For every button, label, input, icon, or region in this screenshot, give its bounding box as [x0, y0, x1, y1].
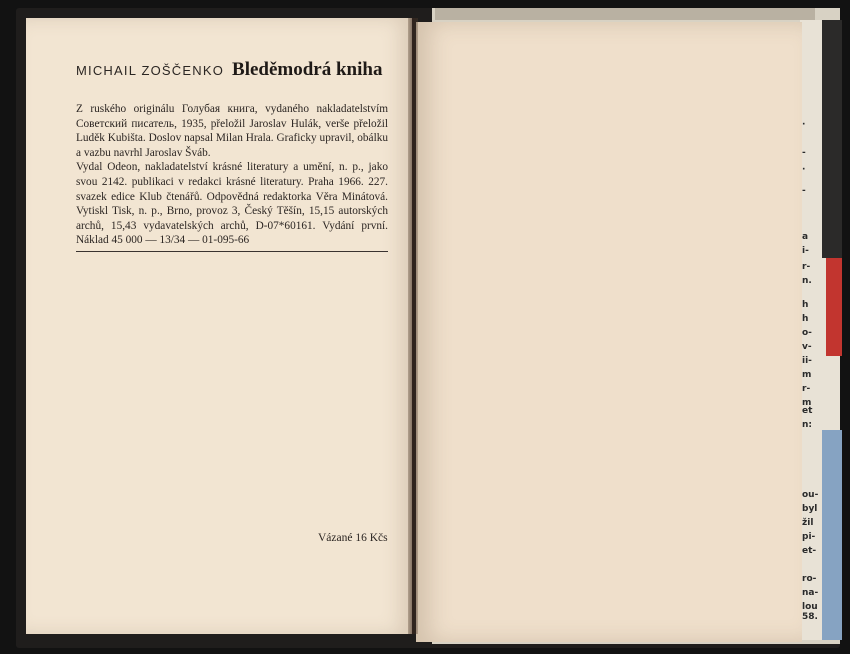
flap-top-edge	[435, 8, 815, 20]
flap-letter: ii-	[802, 356, 812, 366]
page-header	[76, 59, 382, 81]
author-name: MICHAIL ZOŠČENKO	[76, 63, 225, 78]
flap-red-band	[826, 258, 842, 356]
book-title: Bleděmodrá kniha	[232, 59, 383, 80]
flap-letter: lou	[802, 602, 818, 612]
flap-letter: o-	[802, 328, 812, 338]
flap-letter: r-	[802, 262, 811, 272]
flap-letter: h	[802, 314, 809, 324]
flap-letter: m	[802, 398, 812, 408]
flap-letter: ro-	[802, 574, 817, 584]
divider-rule	[76, 251, 388, 252]
flap-letter: -	[802, 186, 806, 196]
imprint-paragraph-1: Z ruského originálu Голубая книга, vydaného nakladatelstvím Советский писатель, 1935, přeložil Jaroslav Hulák, verše přeložil Luděk Kubišta. Doslov napsal Milan Hrala. Graficky upravil, obálku a vazbu navrhl Jaroslav Šváb.	[76, 103, 388, 159]
book-gutter	[408, 18, 418, 634]
flap-letter: n:	[802, 420, 813, 430]
flap-letter: m	[802, 370, 812, 380]
flap-letter: 58.	[802, 612, 818, 622]
flap-letter: ·	[802, 120, 806, 130]
flap-dark-band	[822, 20, 842, 258]
flap-letter: na-	[802, 588, 819, 598]
imprint-paragraph-2: Vydal Odeon, nakladatelství krásné literatury a umění, n. p., jako svou 2142. publikaci v redakci krásné literatury. Praha 1966. 227. svazek edice Klub čtenářů. Odpovědná redaktorka Věra Minátová. Vytiskl Tisk, n. p., Brno, provoz 3, Český Těšín, 15,15 autorských archů, 15,43 vydavatelských archů, D-07*60161. Vydání první. Náklad 45 000 — 13/34 — 01-095-66	[76, 161, 388, 247]
flap-letter: et	[802, 406, 813, 416]
flap-letter: h	[802, 300, 809, 310]
flap-letter: pi-	[802, 532, 816, 542]
flap-letter: a	[802, 232, 809, 242]
flap-letter: ou-	[802, 490, 819, 500]
flap-letter: žil	[802, 518, 814, 528]
flap-letter: r-	[802, 384, 811, 394]
right-page	[416, 22, 802, 642]
price-label: Vázané 16 Kčs	[318, 532, 388, 544]
flap-letter: i-	[802, 246, 809, 256]
flap-letter: et-	[802, 546, 817, 556]
flap-letter: byl	[802, 504, 818, 514]
imprint-block	[76, 102, 388, 248]
flap-letter: v-	[802, 342, 812, 352]
flap-letter: n.	[802, 276, 812, 286]
flap-letter: -	[802, 148, 806, 158]
flap-letter: ·	[802, 165, 806, 175]
